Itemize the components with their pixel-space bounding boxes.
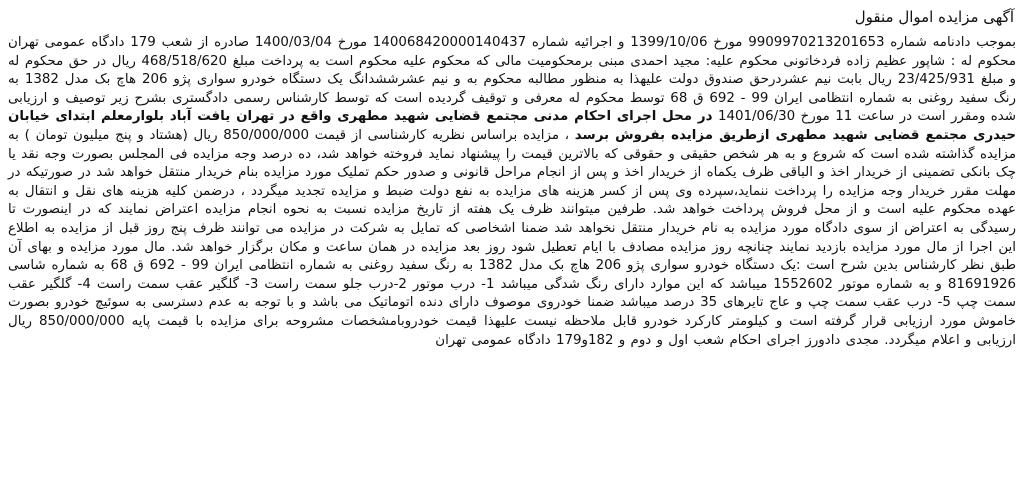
notice-body-details: ، مزایده براساس نظریه کارشناسی از قیمت 850/000/000 ریال (هشتاد و پنج میلیون تومان ) به مزایده گذاشته شده است که شروع و به هر شخص حقیقی و حقوقی که بالاترین قیمت را پیشنهاد نماید فروخته خواهد شد، ده درصد وجه مزایده فی المجلس بصورت وجه نقد یا چک بانکی تضمینی از خریدار اخذ و الباقی ظرف یکماه از خریدار اخذ و پس از انجام مراحل قانونی و صدور حکم تملیک مورد مزایده بنام خریدار منتقل خواهد شد در صورتیکه در مهلت مقرر خریدار وجه مزایده را پرداخت ننماید،سپرده وی پس از کسر هزینه های مزایده به نفع دولت ضبط و مزایده تجدید میگردد ، درضمن کلیه هزینه های نقل و انتقال به عهده محکوم علیه است و از محل فروش پرداخت خواهد شد. طرفین میتوانند ظرف یک هفته از تاریخ مزایده نسبت به نحوه انجام مزایده اعتراض نمایند که در اینصورت تا رسیدگی به اعتراض از سوی دادگاه مورد مزایده به نام خریدار منتقل نخواهد شد ضمنا اشخاصی که تمایل به شرکت در مزایده می توانند ظرف پنج روز قبل از مزایده به اطلاع این اجرا از مال مورد مزایده بازدید نمایند چنانچه روز مزایده مصادف با ایام تعطیل شود روز بعد مزایده در همان ساعت و مکان برگزار خواهد شد. مال مورد مزایده و بهای آن طبق نظر کارشناس بدین شرح است :یک دستگاه خودرو سواری پژو 206 هاچ بک مدل 1382 به رنگ سفید روغنی به شماره انتظامی ایران 99 - 692 ق 68 به شماره شاسی 81691926 و به شماره موتور 1552602 میباشد که این موارد دارای رنگ شدگی میباشد 1- درب موتور 2-درب جلو سمت راست 3- گلگیر عقب سمت راست 4- گلگیر عقب سمت چپ 5- درب عقب سمت چپ و عاج تایرهای 35 درصد میباشد ضمنا خودروی موصوف دارای دنده اتوماتیک می باشد و با توجه به عدم دسترسی به سوئیچ خودرو بصورت خاموش مورد ارزیابی قرار گرفته است و کیلومتر کارکرد خودرو قابل ملاحظه نیست علیهذا قیمت خودروبامشخصات مشروحه برای مزایده با قیمت پایه 850/000/000 ریال ارزیابی و اعلام میگردد. مجدی دادورز اجرای احکام شعب اول و دوم و 182و179 دادگاه عمومی تهران bbox=[8, 127, 1017, 348]
notice-body-intro: بموجب دادنامه شماره 9909970213201653 مورخ 1399/10/06 و اجرائیه شماره 140068420000140437 مورخ 1400/03/04 صادره از شعب 179 دادگاه عمومی تهران محکوم له : شاپور عظیم زاده فردخاتونی محکوم علیه: مجید احمدی مبنی برمحکومیت مالی که محکوم علیه محکوم است به پرداخت مبلغ 468/518/620 ریال در حق محکوم له و مبلغ 23/425/931 ریال بابت نیم عشردرحق صندوق دولت علیهذا به منظور مطالبه محکوم به و نیم عشرششدانگ یک دستگاه خودرو سواری پژو 206 هاچ بک مدل 1382 به رنگ سفید روغنی به شماره انتظامی ایران 99 - 692 ق 68 توسط محکوم له معرفی و توقیف گردیده است که توسط کارشناس رسمی دادگستری بشرح زیر توصیف و ارزیابی شده ومقرر است در ساعت 11 مورخ 1401/06/30 bbox=[8, 35, 1017, 125]
notice-body bbox=[8, 34, 1016, 350]
notice-title: آگهی مزایده اموال منقول bbox=[854, 8, 1014, 26]
notice-body-location: در محل اجرای احکام مدنی مجتمع قضایی شهید مطهری واقع در تهران یافت آباد بلوارمعلم ابتدای خیابان حیدری مجتمع قضایی شهید مطهری ازطریق مزایده بفروش برسد bbox=[8, 109, 1017, 143]
